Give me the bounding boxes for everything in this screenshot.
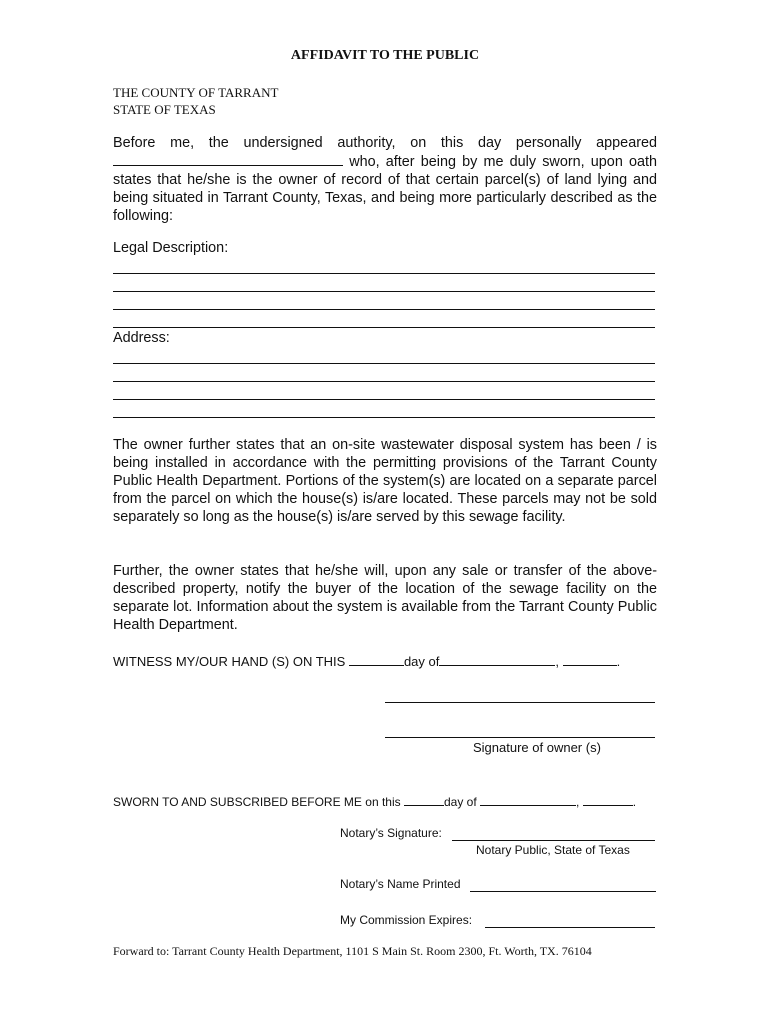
owner-signature-line-2[interactable] [385, 737, 655, 738]
venue-block [113, 84, 278, 118]
sworn-month-field[interactable] [480, 792, 576, 806]
witness-prefix: WITNESS MY/OUR HAND (S) ON THIS [113, 654, 346, 669]
intro-paragraph [113, 134, 657, 225]
address-line-3[interactable] [113, 399, 655, 400]
sworn-period: . [632, 795, 637, 809]
witness-comma: , [555, 654, 559, 669]
notary-signature-label: Notary’s Signature: [340, 826, 442, 840]
forwarding-address-footer: Forward to: Tarrant County Health Department, 1101 S Main St. Room 2300, Ft. Worth, TX. 76104 [113, 944, 592, 958]
sworn-year-field[interactable] [583, 792, 633, 806]
system-paragraph: The owner further states that an on-site wastewater disposal system has been / is being installed in accordance with the permitting provisions of the Tarrant County Public Health Department. Portions of the system(s) are located on a separate parcel from the parcel on which the house(s) is/are located. These parcels may not be sold separately so long as the house(s) is/are served by this sewage facility. [113, 437, 657, 525]
notary-name-label: Notary’s Name Printed [340, 877, 461, 891]
county-line: THE COUNTY OF TARRANT [113, 85, 279, 100]
notary-signature-field[interactable] [452, 840, 655, 841]
state-line: STATE OF TEXAS [113, 102, 216, 117]
legal-description-line-3[interactable] [113, 309, 655, 310]
notary-name-field[interactable] [470, 891, 656, 892]
sworn-prefix: SWORN TO AND SUBSCRIBED BEFORE ME on this [113, 795, 401, 809]
sworn-line [113, 792, 636, 809]
legal-description-line-1[interactable] [113, 273, 655, 274]
sworn-day-field[interactable] [404, 792, 444, 806]
legal-description-line-4[interactable] [113, 327, 655, 328]
intro-line-1: Before me, the undersigned authority, on this day personally appeared [113, 135, 657, 151]
legal-description-line-2[interactable] [113, 291, 655, 292]
sworn-comma: , [576, 795, 580, 809]
address-line-2[interactable] [113, 381, 655, 382]
witness-day-label: day of [403, 654, 440, 669]
notary-public-label: Notary Public, State of Texas [476, 843, 630, 857]
address-line-1[interactable] [113, 363, 655, 364]
witness-line [113, 652, 620, 669]
witness-year-field[interactable] [563, 652, 617, 666]
commission-expires-field[interactable] [485, 927, 655, 928]
address-line-4[interactable] [113, 417, 655, 418]
owner-signature-label: Signature of owner (s) [473, 740, 601, 755]
legal-description-label: Legal Description: [113, 240, 229, 256]
affiant-name-field[interactable] [113, 152, 343, 166]
address-label: Address: [113, 330, 170, 346]
witness-period: . [616, 654, 621, 669]
document-title: AFFIDAVIT TO THE PUBLIC [290, 48, 480, 63]
commission-expires-label: My Commission Expires: [340, 913, 473, 927]
witness-month-field[interactable] [439, 652, 555, 666]
sworn-day-label: day of [443, 795, 477, 809]
intro-line-2: who, after being by me duly sworn, upon oath states that he/she is the owner of record of that certain parcel(s) of land lying and being situated in Tarrant County, Texas, and being more particularly described as the following: [113, 154, 658, 224]
witness-day-field[interactable] [349, 652, 404, 666]
owner-signature-line-1[interactable] [385, 702, 655, 703]
transfer-paragraph: Further, the owner states that he/she will, upon any sale or transfer of the above-described property, notify the buyer of the location of the sewage facility on the separate lot. Information about the system is available from the Tarrant County Public Health Department. [113, 563, 657, 633]
